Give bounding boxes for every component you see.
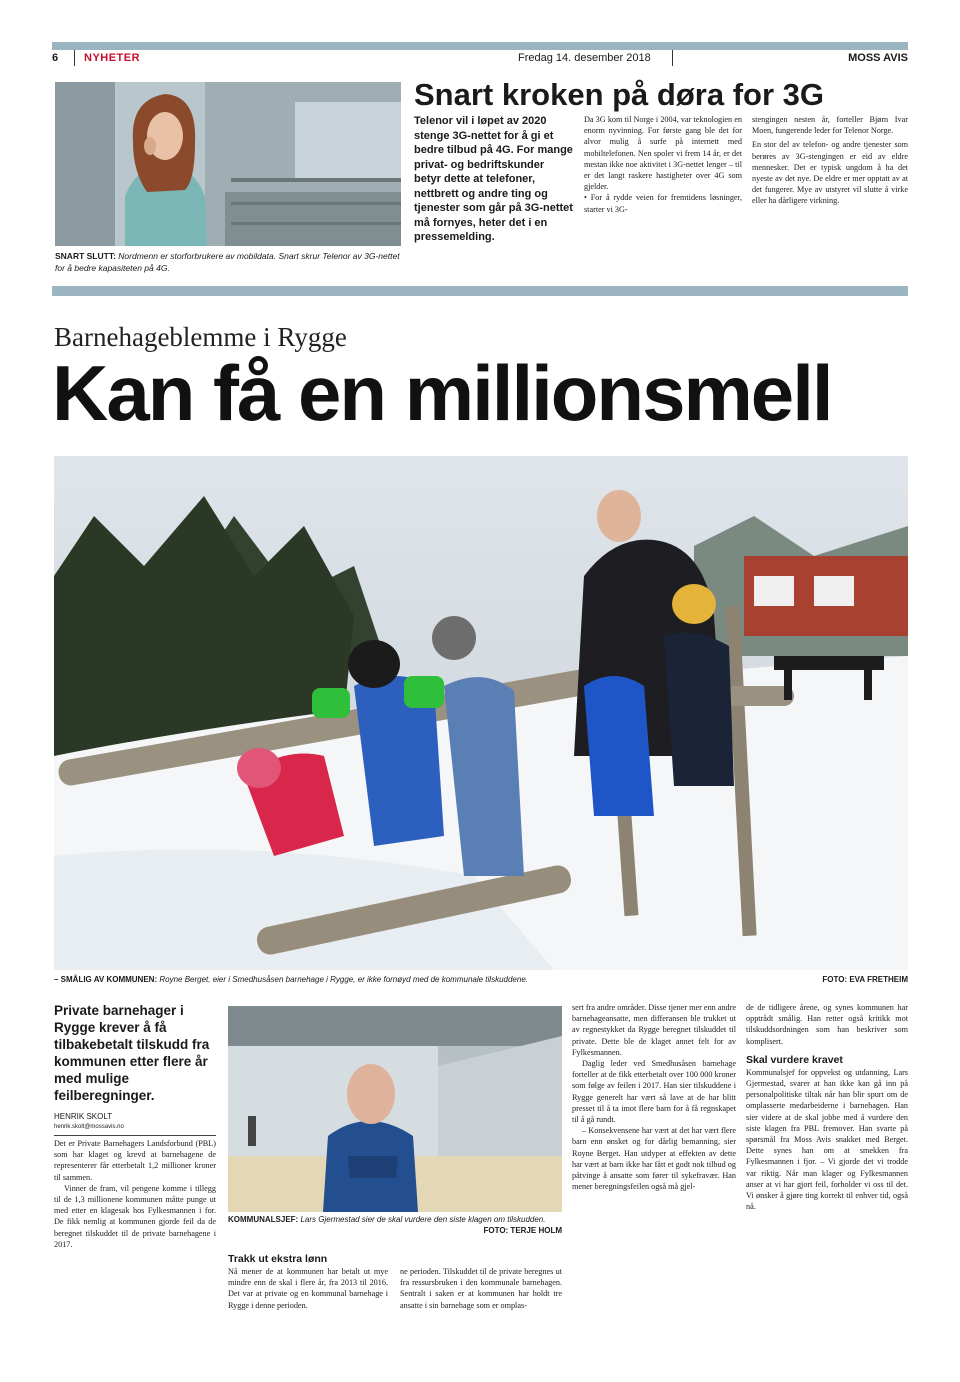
header-divider — [74, 50, 75, 66]
article-column — [572, 1002, 736, 1192]
page-header — [52, 50, 908, 68]
photo3-caption — [228, 1214, 562, 1236]
top-story-headline[interactable]: Snart kroken på døra for 3G — [414, 77, 824, 112]
main-headline[interactable]: Kan få en millionsmell — [52, 349, 832, 437]
main-photo-caption — [54, 974, 908, 988]
caption-text: Lars Gjermestad sier de skal vurdere den siste klagen om tilskudden. — [300, 1215, 546, 1224]
byline — [54, 1112, 216, 1136]
paragraph: stengingen nesten år, forteller Bjørn Ivar Moen, fungerende leder for Telenor Norge. — [752, 115, 908, 136]
photo-woman-on-phone — [55, 82, 401, 246]
byline-email[interactable]: henrik.skolt@mossavis.no — [54, 1124, 124, 1130]
header-divider — [672, 50, 673, 66]
article-column — [228, 1252, 388, 1311]
paragraph: Daglig leder ved Smedhusåsen barnehage forteller at de fikk etterbetalt over 100 000 kroner som følge av feilen i 2017. Han sier tilskuddene i Rygge generelt har vært så lave at de har blitt presset til å ta imot flere barn for å få regnskapet til å gå rundt. — [572, 1059, 736, 1125]
article-column — [400, 1266, 562, 1311]
top-story-lead: Telenor vil i løpet av 2020 stenge 3G-nettet for å gi et bedre tilbud på 4G. For mange privat- og bedriftskunder betyr dette at telefoner, nettbrett og andre ting og tjenester som går på 3G-nettet må fornyes, heter det i en pressemelding. — [414, 115, 573, 243]
subheading: Skal vurdere kravet — [746, 1053, 843, 1066]
section-divider-bar — [52, 286, 908, 296]
caption-label: – SMÅLIG AV KOMMUNEN: — [54, 975, 158, 984]
caption-text: Nordmenn er storforbrukere av mobildata. Snart skrur Telenor av 3G-nettet for å bedre kapasiteten på 4G. — [55, 251, 400, 273]
paragraph: sert fra andre områder. Disse tjener mer enn andre barnehageansatte, men differansen ble trukket ut av regnestykket da Rygge beregnet tilskuddet til private. Dette ble de klaget annet felt for av Fylkesmannen. — [572, 1003, 736, 1057]
photo-kindergarten-playground — [54, 456, 908, 970]
article-column — [746, 1002, 908, 1212]
photo-man-illustration — [228, 1006, 562, 1212]
photo-credit: FOTO: TERJE HOLM — [483, 1226, 562, 1235]
paragraph: – Konsekvensene har vært at det har vært flere barn enn ønsket og for dårlig bemanning, sier Royne Berget. Han utdyper at effekten av dette har vært at barn ikke har fått et godt nok tilbud og påtvinge å ansatte som fører til sykefravær. Han mener beregningsfeilen også må gjel- — [572, 1126, 736, 1192]
byline-name: HENRIK SKOLT — [54, 1112, 113, 1121]
paragraph: Det er Private Barnehagers Landsforbund (PBL) som har klaget og krevd at barnehagene de representerer får etterbetalt 1,2 millioner kroner til sammen. — [54, 1139, 216, 1182]
subheading: Trakk ut ekstra lønn — [228, 1253, 328, 1265]
paragraph: Da 3G kom til Norge i 2004, var teknologien en enorm nyvinning. For første gang ble det for alvor mulig å surfe på internett med mobiltelefonen. Nen spoler vi frem 14 år, er det mestan ikke noe aktivitet i 3G-nettet lenger – til er det langt raskere hastigheter over 4G som gjelder. — [584, 115, 742, 192]
photo-woman-illustration — [55, 82, 401, 246]
photo-kommunalsjef — [228, 1006, 562, 1212]
photo-credit: FOTO: EVA FRETHEIM — [822, 975, 908, 984]
paragraph: de de tidligere årene, og synes kommunen har opptrådt smålig. Han retter også kritikk mot tilskuddsordningen som han beskriver som komplisert. — [746, 1003, 908, 1046]
caption-text: Royne Berget, eier i Smedhusåsen barnehage i Rygge, er ikke fornøyd med de kommunale tilskuddene. — [159, 975, 528, 984]
photo-caption — [55, 250, 401, 274]
story-kicker: Barnehageblemme i Rygge — [54, 322, 347, 352]
header-bar — [52, 42, 908, 50]
photo-playground-illustration — [54, 456, 908, 970]
caption-label: KOMMUNALSJEF: — [228, 1215, 299, 1224]
caption-label: SNART SLUTT: — [55, 251, 116, 261]
paragraph: Kommunalsjef for oppvekst og utdanning, Lars Gjermestad, svarer at han ikke kan gå inn på personalpolitiske tiltak når han blir spurt om de omplasserte medarbeiderne i barnehagen. Han sier videre at de skal jobbe med å vurdere den siste klagen fra PBL fremover. Han svarte på spørsmål fra Moss Avis snakket med Berget. Dette synes han om at smekken fra Fylkesmannen i fjor. – Vi gjorde det vi trodde var riktig. Når man klager og Fylkesmannen anser at vi har gjort feil, forholder vi oss til det. Vi ønsker å gjøre ting korrekt til enhver tid, også nå. — [746, 1067, 908, 1212]
paragraph: En stor del av telefon- og andre tjenester som berøres av 3G-stengingen er eid av eldre mennesker. Det er typisk ungdom å ha det nyeste av det nye. De eldre er mer opptatt av at det fungerer. Mye av utstyret vil slutte å virke eller ha dårligere virkning. — [752, 140, 908, 206]
top-story-column — [752, 114, 908, 207]
section-label[interactable]: NYHETER — [84, 52, 141, 64]
main-story-lead: Private barnehager i Rygge krever å få tilbakebetalt tilskudd fra kommunen etter flere år med mulige feilberegninger. — [54, 1003, 210, 1103]
paragraph: Vinner de fram, vil pengene komme i tillegg til de 1,3 millionene kommunen måtte punge ut med etter en klagesak hos Fylkesmannen i for. De fikk nemlig at kommunen gjorde feil da de beregnet tilskuddet til de private barnehagene i 2017. — [54, 1183, 216, 1249]
article-column — [54, 1138, 216, 1250]
top-story-column — [584, 114, 742, 215]
paragraph: • For å rydde veien for fremtidens løsninger, starter vi 3G- — [584, 193, 742, 214]
page-number: 6 — [52, 52, 59, 64]
paragraph: Nå mener de at kommunen har betalt ut mye mindre enn de skal i flere år, fra 2013 til 2016. Det var at private og en kommunal barnehage i Rygge i denne perioden. — [228, 1267, 388, 1310]
brand-name: MOSS AVIS — [848, 52, 908, 64]
issue-date: Fredag 14. desember 2018 — [518, 52, 651, 64]
paragraph: ne perioden. Tilskuddet til de private beregnes ut fra ressursbruken i den kommunale barnehagen. Sentralt i saken er at kommunen har holdt tre ansatte i sin barnehage som er omplas- — [400, 1267, 562, 1310]
